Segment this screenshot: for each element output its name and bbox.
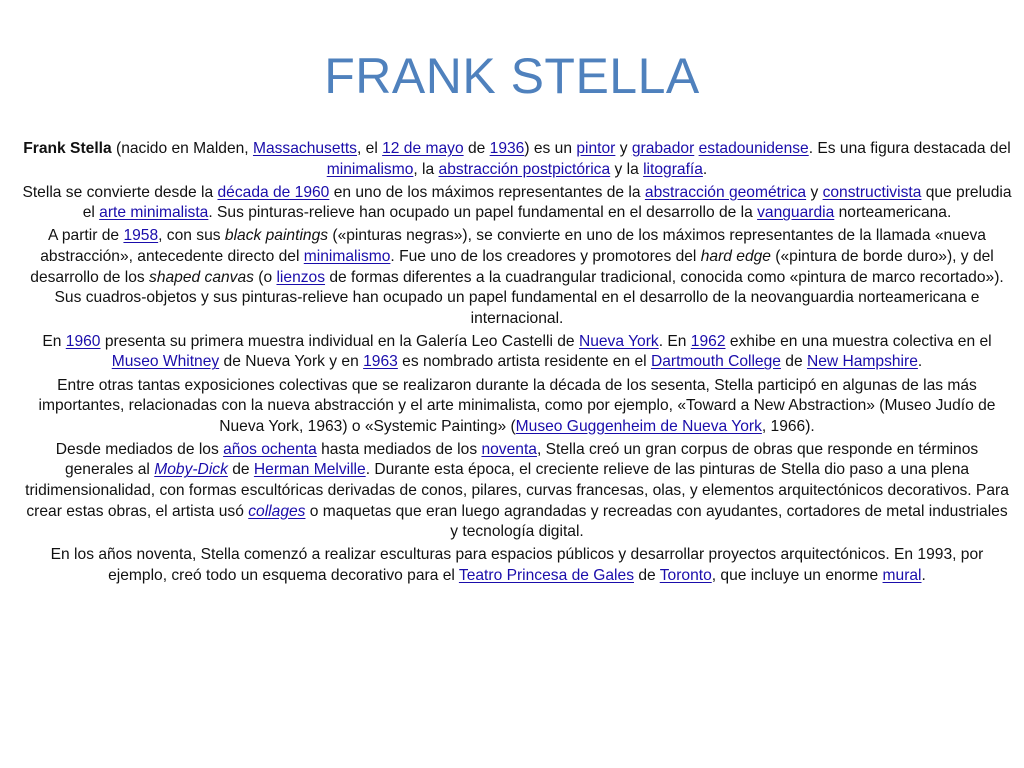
italic-text: black paintings — [224, 227, 329, 245]
text-run: , el — [356, 140, 383, 157]
wiki-link[interactable]: Herman Melville — [253, 461, 366, 479]
text-run: Stella se convierte desde la — [22, 183, 218, 201]
text-run: de Nueva York y en — [219, 353, 364, 371]
text-run: ) es un — [524, 140, 577, 157]
wiki-link[interactable]: vanguardia — [757, 204, 835, 222]
italic-text: hard edge — [700, 247, 771, 265]
wiki-link[interactable]: New Hampshire — [806, 353, 918, 371]
text-run: de — [780, 353, 807, 371]
paragraph — [22, 139, 1012, 180]
text-run: . — [917, 353, 923, 371]
wiki-link[interactable]: Dartmouth College — [650, 353, 781, 371]
text-run: , la — [413, 160, 439, 178]
text-run: , con sus — [158, 227, 225, 245]
text-run: hasta mediados de los — [316, 440, 482, 458]
text-run: («pintura de borde duro»), y del desarrollo de los — [30, 247, 994, 286]
text-run: exhibe en una muestra colectiva en el — [725, 332, 992, 350]
text-run: en uno de los máximos representantes de la — [329, 183, 645, 201]
wiki-link[interactable]: collages — [248, 502, 306, 520]
text-run: (nacido en Malden, — [111, 140, 253, 157]
paragraph — [22, 376, 1012, 438]
text-run: En los años noventa, Stella comenzó a realizar esculturas para espacios públicos y desarrollar proyectos arquitectónicos. En 1993, por ejemplo, creó todo un esquema decorativo para el — [50, 546, 984, 584]
wiki-link[interactable]: década de 1960 — [217, 183, 330, 201]
text-run: de — [463, 140, 490, 157]
wiki-link[interactable]: arte minimalista — [99, 204, 209, 222]
paragraph — [22, 226, 1012, 329]
text-run: . En — [658, 332, 691, 350]
wiki-link[interactable]: litografía — [643, 160, 703, 178]
wiki-link[interactable]: Museo Guggenheim de Nueva York — [515, 417, 762, 435]
text-run: . Es una figura destacada del — [808, 140, 1011, 157]
wiki-link[interactable]: Moby-Dick — [154, 461, 228, 479]
text-run: y — [806, 183, 823, 201]
wiki-link[interactable]: abstracción postpictórica — [438, 160, 611, 178]
slide-body — [22, 139, 1012, 589]
text-run: Desde mediados de los — [55, 440, 224, 458]
wiki-link[interactable]: constructivista — [822, 183, 922, 201]
text-run: norteamericana. — [834, 204, 952, 222]
wiki-link[interactable]: Massachusetts — [252, 140, 357, 157]
wiki-link[interactable]: 1936 — [489, 140, 525, 157]
text-run: . Fue uno de los creadores y promotores del — [390, 247, 701, 265]
text-run: . — [921, 566, 926, 584]
wiki-link[interactable]: Toronto — [659, 566, 712, 584]
wiki-link[interactable]: Teatro Princesa de Gales — [458, 566, 634, 584]
text-run: que preludia el — [82, 183, 1012, 222]
text-run: o maquetas que eran luego agrandadas y recreadas con ayudantes, cortadores de metal industriales y tecnología digital. — [305, 502, 1008, 541]
text-run: Entre otras tantas exposiciones colectivas que se realizaron durante la década de los sesenta, Stella participó en algunas de las más importantes, relacionadas con la nueva abstracción y el arte minimalista, como por ejemplo, «Toward a New Abstraction» (Museo Judío de Nueva York, 1963) o «Systemic Painting» ( — [38, 376, 996, 435]
wiki-link[interactable]: Nueva York — [578, 332, 659, 350]
text-run: . Durante esta época, el creciente relieve de las pinturas de Stella dio paso a una plena tridimensionalidad, con formas escultóricas derivadas de conos, pilares, curvas francesas, olas, y elementos arquitectónicos decorativos. Para crear estas obras, el artista usó — [25, 461, 1009, 520]
wiki-link[interactable]: 1962 — [690, 332, 726, 350]
wiki-link[interactable]: 1958 — [123, 227, 159, 245]
text-run: , que incluye un enorme — [711, 566, 883, 584]
wiki-link[interactable]: minimalismo — [326, 160, 414, 178]
text-run: . — [702, 160, 708, 178]
text-run: («pinturas negras»), se convierte en uno de los máximos representantes de la llamada «nueva abstracción», antecedente directo del — [40, 227, 986, 265]
text-run: presenta su primera muestra individual en la Galería Leo Castelli de — [100, 332, 579, 350]
text-run: . Sus pinturas-relieve han ocupado un papel fundamental en el desarrollo de la — [208, 204, 758, 222]
text-run: , Stella creó un gran corpus de obras que responde en términos generales al — [64, 440, 979, 479]
paragraph — [22, 183, 1012, 224]
text-run: En — [42, 332, 66, 350]
wiki-link[interactable]: 1963 — [363, 353, 398, 371]
slide-title: FRANK STELLA — [324, 48, 700, 104]
paragraph — [22, 440, 1012, 543]
wiki-link[interactable]: 12 de mayo — [382, 140, 464, 157]
text-run: es nombrado artista residente en el — [397, 353, 651, 371]
wiki-link[interactable]: Museo Whitney — [111, 353, 220, 371]
paragraph — [22, 332, 1012, 373]
text-run: de — [227, 461, 254, 479]
wiki-link[interactable]: grabador — [631, 140, 695, 157]
wiki-link[interactable]: estadounidense — [698, 140, 809, 157]
text-run: y — [615, 140, 632, 157]
bold-text: Frank Stella — [23, 140, 112, 157]
wiki-link[interactable]: minimalismo — [303, 247, 391, 265]
wiki-link[interactable]: abstracción geométrica — [644, 183, 807, 201]
text-run: A partir de — [48, 227, 124, 245]
text-run: de — [634, 566, 660, 584]
wiki-link[interactable]: noventa — [481, 440, 537, 458]
text-run: , 1966). — [761, 417, 815, 435]
text-run: (o — [253, 268, 277, 286]
italic-text: shaped canvas — [149, 268, 254, 286]
wiki-link[interactable]: años ochenta — [223, 440, 317, 458]
wiki-link[interactable]: mural — [882, 566, 922, 584]
text-run: de formas diferentes a la cuadrangular tradicional, conocida como «pintura de marco recortado»). Sus cuadros-objetos y sus pinturas-relieve han ocupado un papel fundamental en el desarrollo de la neovanguardia norteamericana e internacional. — [54, 268, 1004, 327]
wiki-link[interactable]: 1960 — [65, 332, 101, 350]
wiki-link[interactable]: pintor — [576, 140, 616, 157]
wiki-link[interactable]: lienzos — [276, 268, 326, 286]
paragraph — [22, 545, 1012, 586]
text-run: y la — [610, 160, 644, 178]
